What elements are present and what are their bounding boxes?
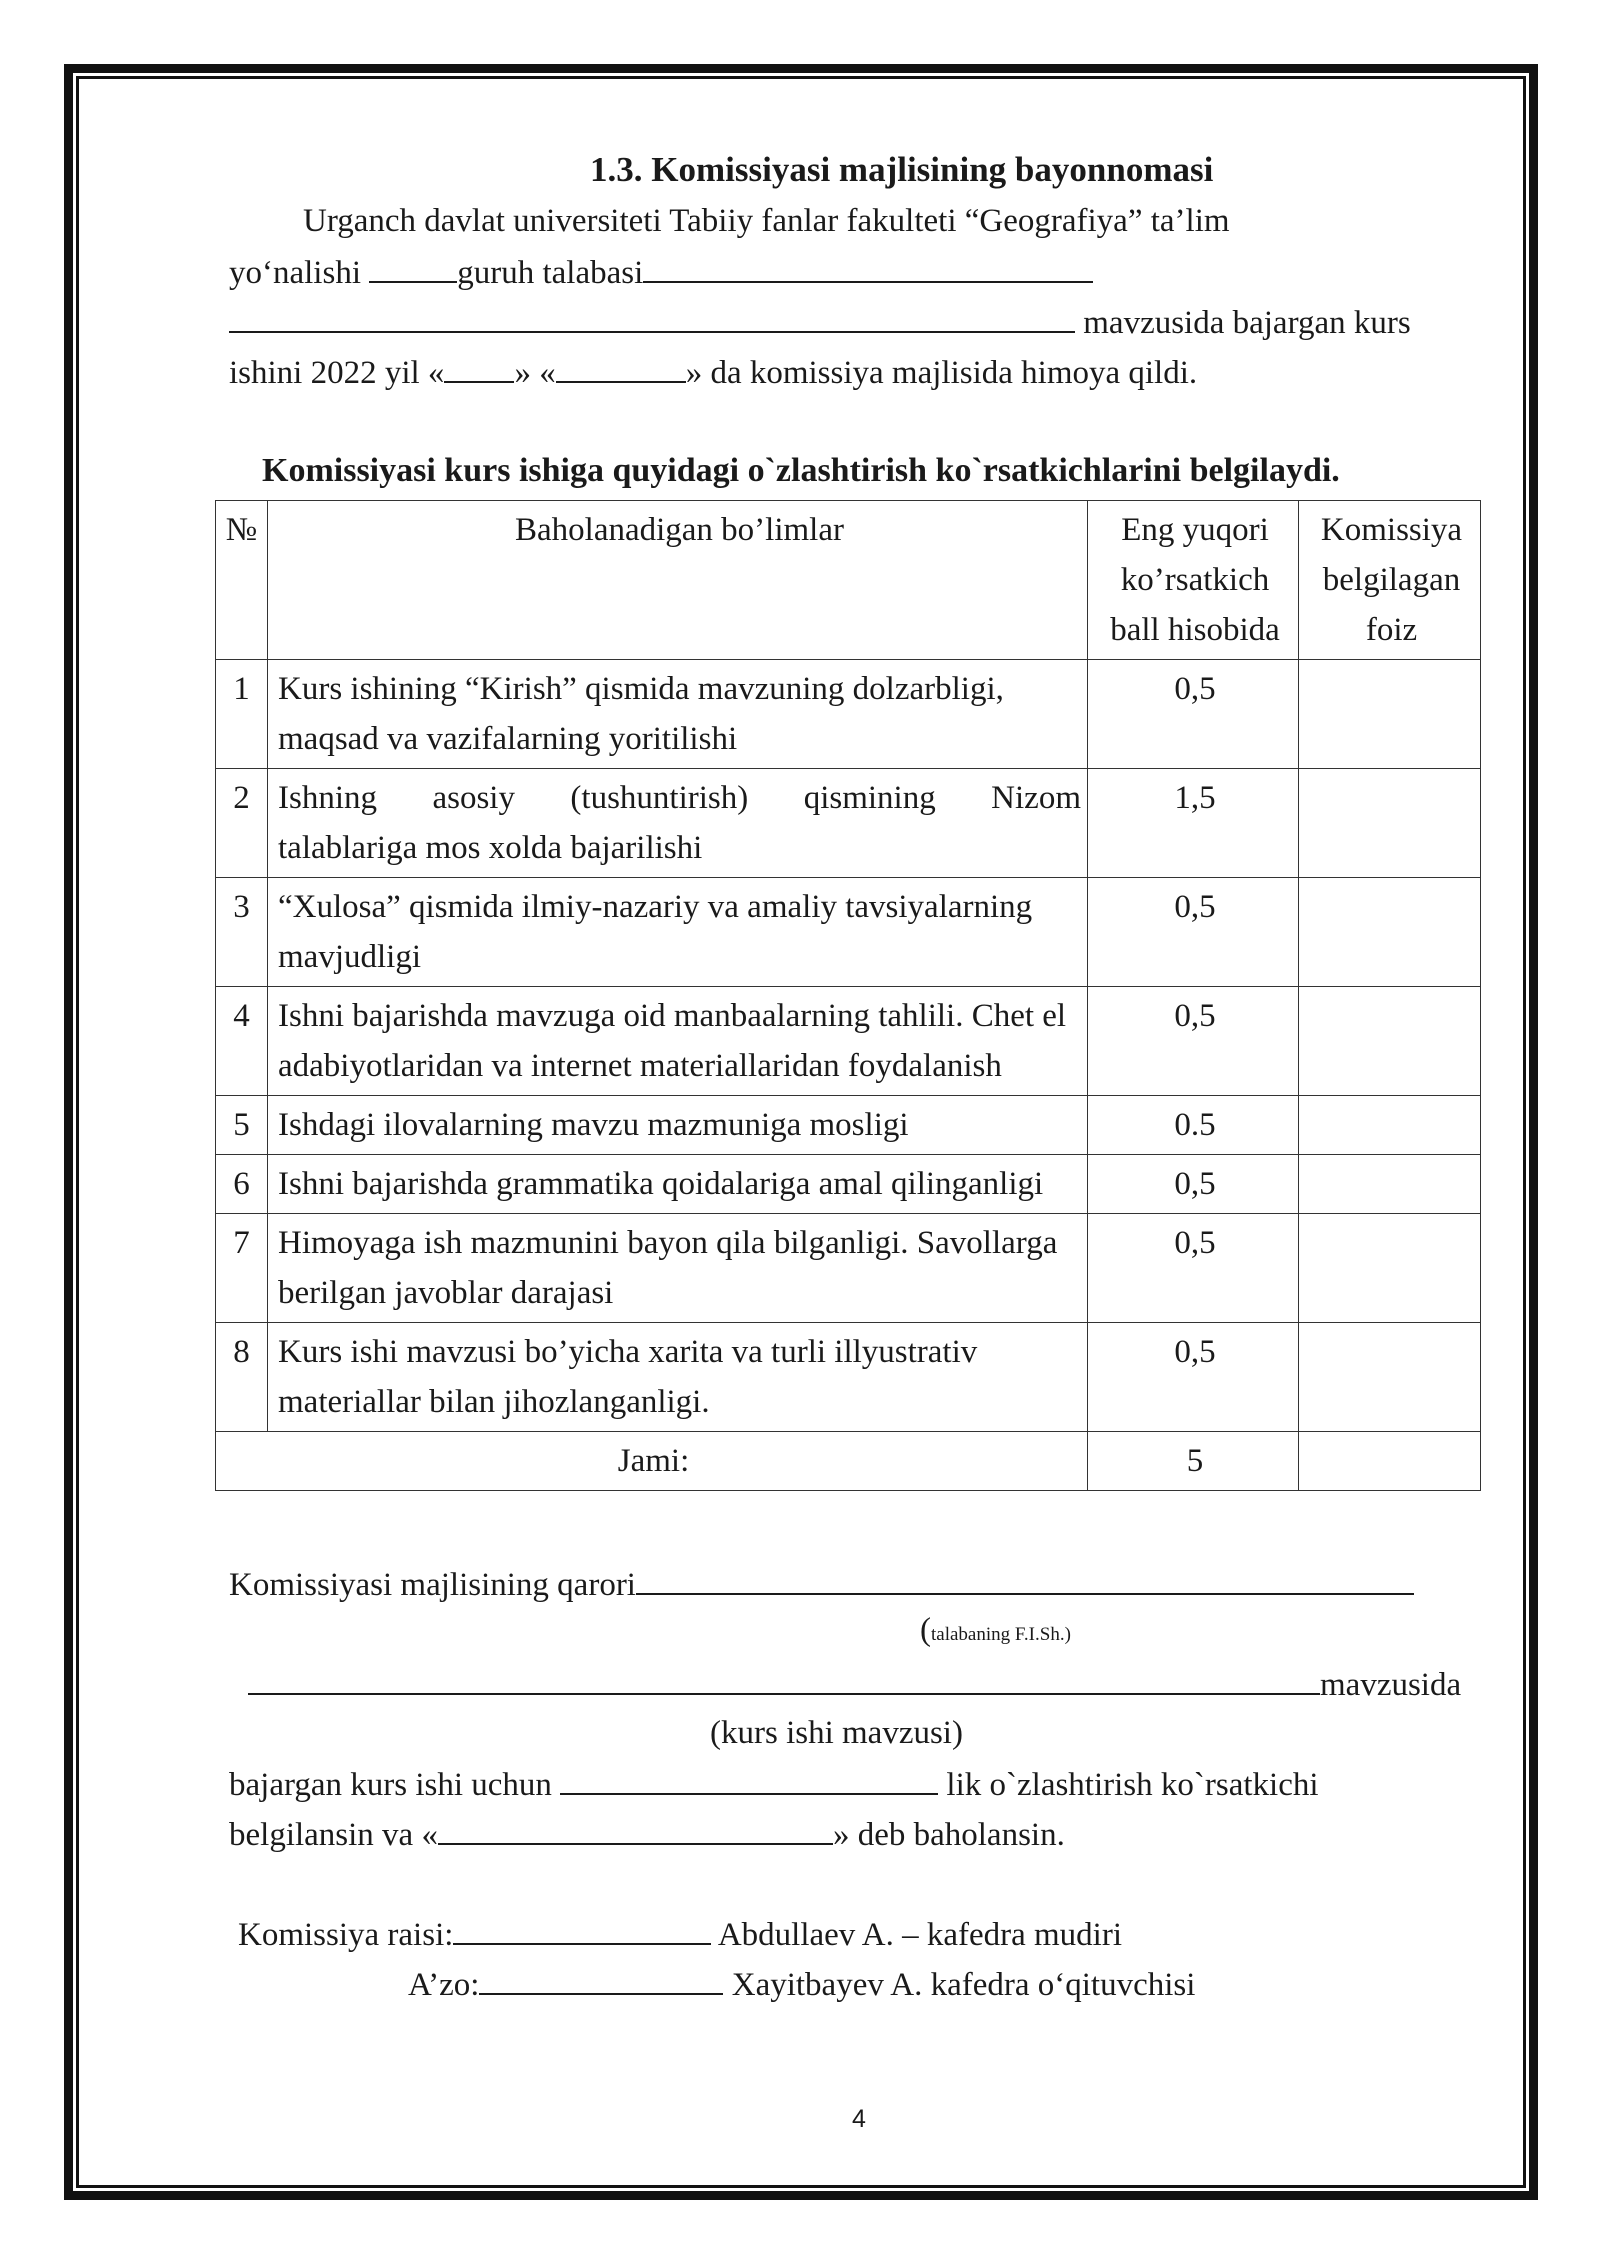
total-label: Jami: — [216, 1432, 1088, 1491]
table-row — [216, 1214, 1481, 1323]
month-blank — [556, 353, 686, 383]
header-number: № — [216, 501, 268, 660]
decision-grade-suffix: » deb baholansin. — [832, 1817, 1065, 1853]
intro-year-label: ishini 2022 yil « — [229, 355, 445, 391]
table-row — [216, 660, 1481, 769]
decision-score-line — [229, 1765, 1319, 1804]
row-max-score: 0.5 — [1088, 1096, 1299, 1155]
table-row — [216, 1096, 1481, 1155]
row-section: Himoyaga ish mazmunini bayon qila bilganligi. Savollarga berilgan javoblar darajasi — [268, 1214, 1088, 1323]
decision-line — [229, 1565, 1414, 1604]
decision-label: Komissiyasi majlisining qarori — [229, 1567, 636, 1603]
row-section: Ishdagi ilovalarning mavzu mazmuniga mosligi — [268, 1096, 1088, 1155]
row-number: 4 — [216, 987, 268, 1096]
decision-grade-line — [229, 1815, 1065, 1854]
decision-student-hint: (talabaning F.I.Sh.) — [920, 1612, 1071, 1648]
table-row — [216, 1155, 1481, 1214]
table-total-row — [216, 1432, 1481, 1491]
decision-topic-hint: (kurs ishi mavzusi) — [710, 1715, 963, 1751]
decision-score-blank — [560, 1765, 938, 1795]
table-row — [216, 1323, 1481, 1432]
intro-line-1: Urganch davlat universiteti Tabiiy fanlar fakulteti “Geografiya” ta’lim — [303, 203, 1230, 239]
table-row — [216, 987, 1481, 1096]
decision-topic-suffix: mavzusida — [1320, 1667, 1462, 1703]
member-name: Xayitbayev A. kafedra o‘qituvchisi — [731, 1967, 1196, 2003]
row-max-score: 0,5 — [1088, 878, 1299, 987]
evaluation-table — [215, 500, 1481, 1491]
decision-score-label: bajargan kurs ishi uchun — [229, 1767, 552, 1803]
row-commission-score — [1299, 660, 1481, 769]
decision-topic-line — [248, 1665, 1461, 1704]
row-section: Kurs ishi mavzusi bo’yicha xarita va turli illyustrativ materiallar bilan jihozlanganligi. — [268, 1323, 1088, 1432]
intro-direction-label: yo‘nalishi — [229, 255, 361, 291]
row-section-line: talablariga mos xolda bajarilishi — [278, 830, 703, 866]
row-section: Ishni bajarishda grammatika qoidalariga amal qilinganligi — [268, 1155, 1088, 1214]
row-number: 5 — [216, 1096, 268, 1155]
intro-quote-sep: » « — [514, 355, 556, 391]
decision-grade-blank — [438, 1815, 833, 1845]
intro-line-4 — [229, 353, 1197, 392]
decision-grade-label: belgilansin va « — [229, 1817, 438, 1853]
chair-label: Komissiya raisi: — [238, 1917, 454, 1953]
student-name-blank — [643, 253, 1093, 283]
row-section: Ishni bajarishda mavzuga oid manbaalarning tahlili. Chet el adabiyotlaridan va internet materiallaridan foydalanish — [268, 987, 1088, 1096]
row-commission-score — [1299, 1096, 1481, 1155]
row-max-score: 0,5 — [1088, 1323, 1299, 1432]
row-commission-score — [1299, 1214, 1481, 1323]
header-commission-percent: Komissiya belgilagan foiz — [1299, 501, 1481, 660]
row-max-score: 0,5 — [1088, 1155, 1299, 1214]
row-commission-score — [1299, 878, 1481, 987]
intro-topic-label: mavzusida bajargan kurs — [1083, 305, 1411, 341]
header-section: Baholanadigan bo’limlar — [268, 501, 1088, 660]
row-commission-score — [1299, 1155, 1481, 1214]
row-commission-score — [1299, 987, 1481, 1096]
table-row — [216, 769, 1481, 878]
header-max-score: Eng yuqori ko’rsatkich ball hisobida — [1088, 501, 1299, 660]
row-commission-score — [1299, 769, 1481, 878]
table-header-row — [216, 501, 1481, 660]
decision-student-blank — [636, 1565, 1414, 1595]
chair-name: Abdullaev A. – kafedra mudiri — [717, 1917, 1122, 1953]
table-row — [216, 878, 1481, 987]
row-section: “Xulosa” qismida ilmiy-nazariy va amaliy tavsiyalarning mavjudligi — [268, 878, 1088, 987]
row-number: 1 — [216, 660, 268, 769]
row-max-score: 0,5 — [1088, 1214, 1299, 1323]
row-max-score: 0,5 — [1088, 987, 1299, 1096]
row-section — [268, 769, 1088, 878]
table-intro-heading: Komissiyasi kurs ishiga quyidagi o`zlashtirish ko`rsatkichlarini belgilaydi. — [262, 452, 1340, 489]
row-number: 6 — [216, 1155, 268, 1214]
member-signature-blank — [479, 1965, 723, 1995]
day-blank — [444, 353, 514, 383]
row-commission-score — [1299, 1323, 1481, 1432]
row-number: 3 — [216, 878, 268, 987]
total-commission-score — [1299, 1432, 1481, 1491]
total-score: 5 — [1088, 1432, 1299, 1491]
member-label: A’zo: — [408, 1967, 480, 2003]
decision-topic-blank — [248, 1665, 1320, 1695]
row-number: 8 — [216, 1323, 268, 1432]
signature-member — [408, 1965, 1195, 2004]
row-section: Kurs ishining “Kirish” qismida mavzuning dolzarbligi, maqsad va vazifalarning yoritilishi — [268, 660, 1088, 769]
topic-blank — [229, 303, 1075, 333]
page-number: 4 — [852, 2105, 866, 2133]
row-section-line: Ishning asosiy (tushuntirish) qismining Nizom — [278, 780, 1081, 816]
group-blank — [369, 253, 457, 283]
intro-line-2 — [229, 253, 1093, 292]
section-heading: 1.3. Komissiyasi majlisining bayonnomasi — [590, 150, 1214, 189]
intro-defended-label: » da komissiya majlisida himoya qildi. — [685, 355, 1198, 391]
intro-student-label: guruh talabasi — [457, 255, 644, 291]
chair-signature-blank — [453, 1915, 711, 1945]
row-number: 7 — [216, 1214, 268, 1323]
row-max-score: 0,5 — [1088, 660, 1299, 769]
row-number: 2 — [216, 769, 268, 878]
decision-score-suffix: lik o`zlashtirish ko`rsatkichi — [946, 1767, 1319, 1803]
row-max-score: 1,5 — [1088, 769, 1299, 878]
signature-chair — [238, 1915, 1122, 1954]
intro-line-3 — [229, 303, 1411, 342]
